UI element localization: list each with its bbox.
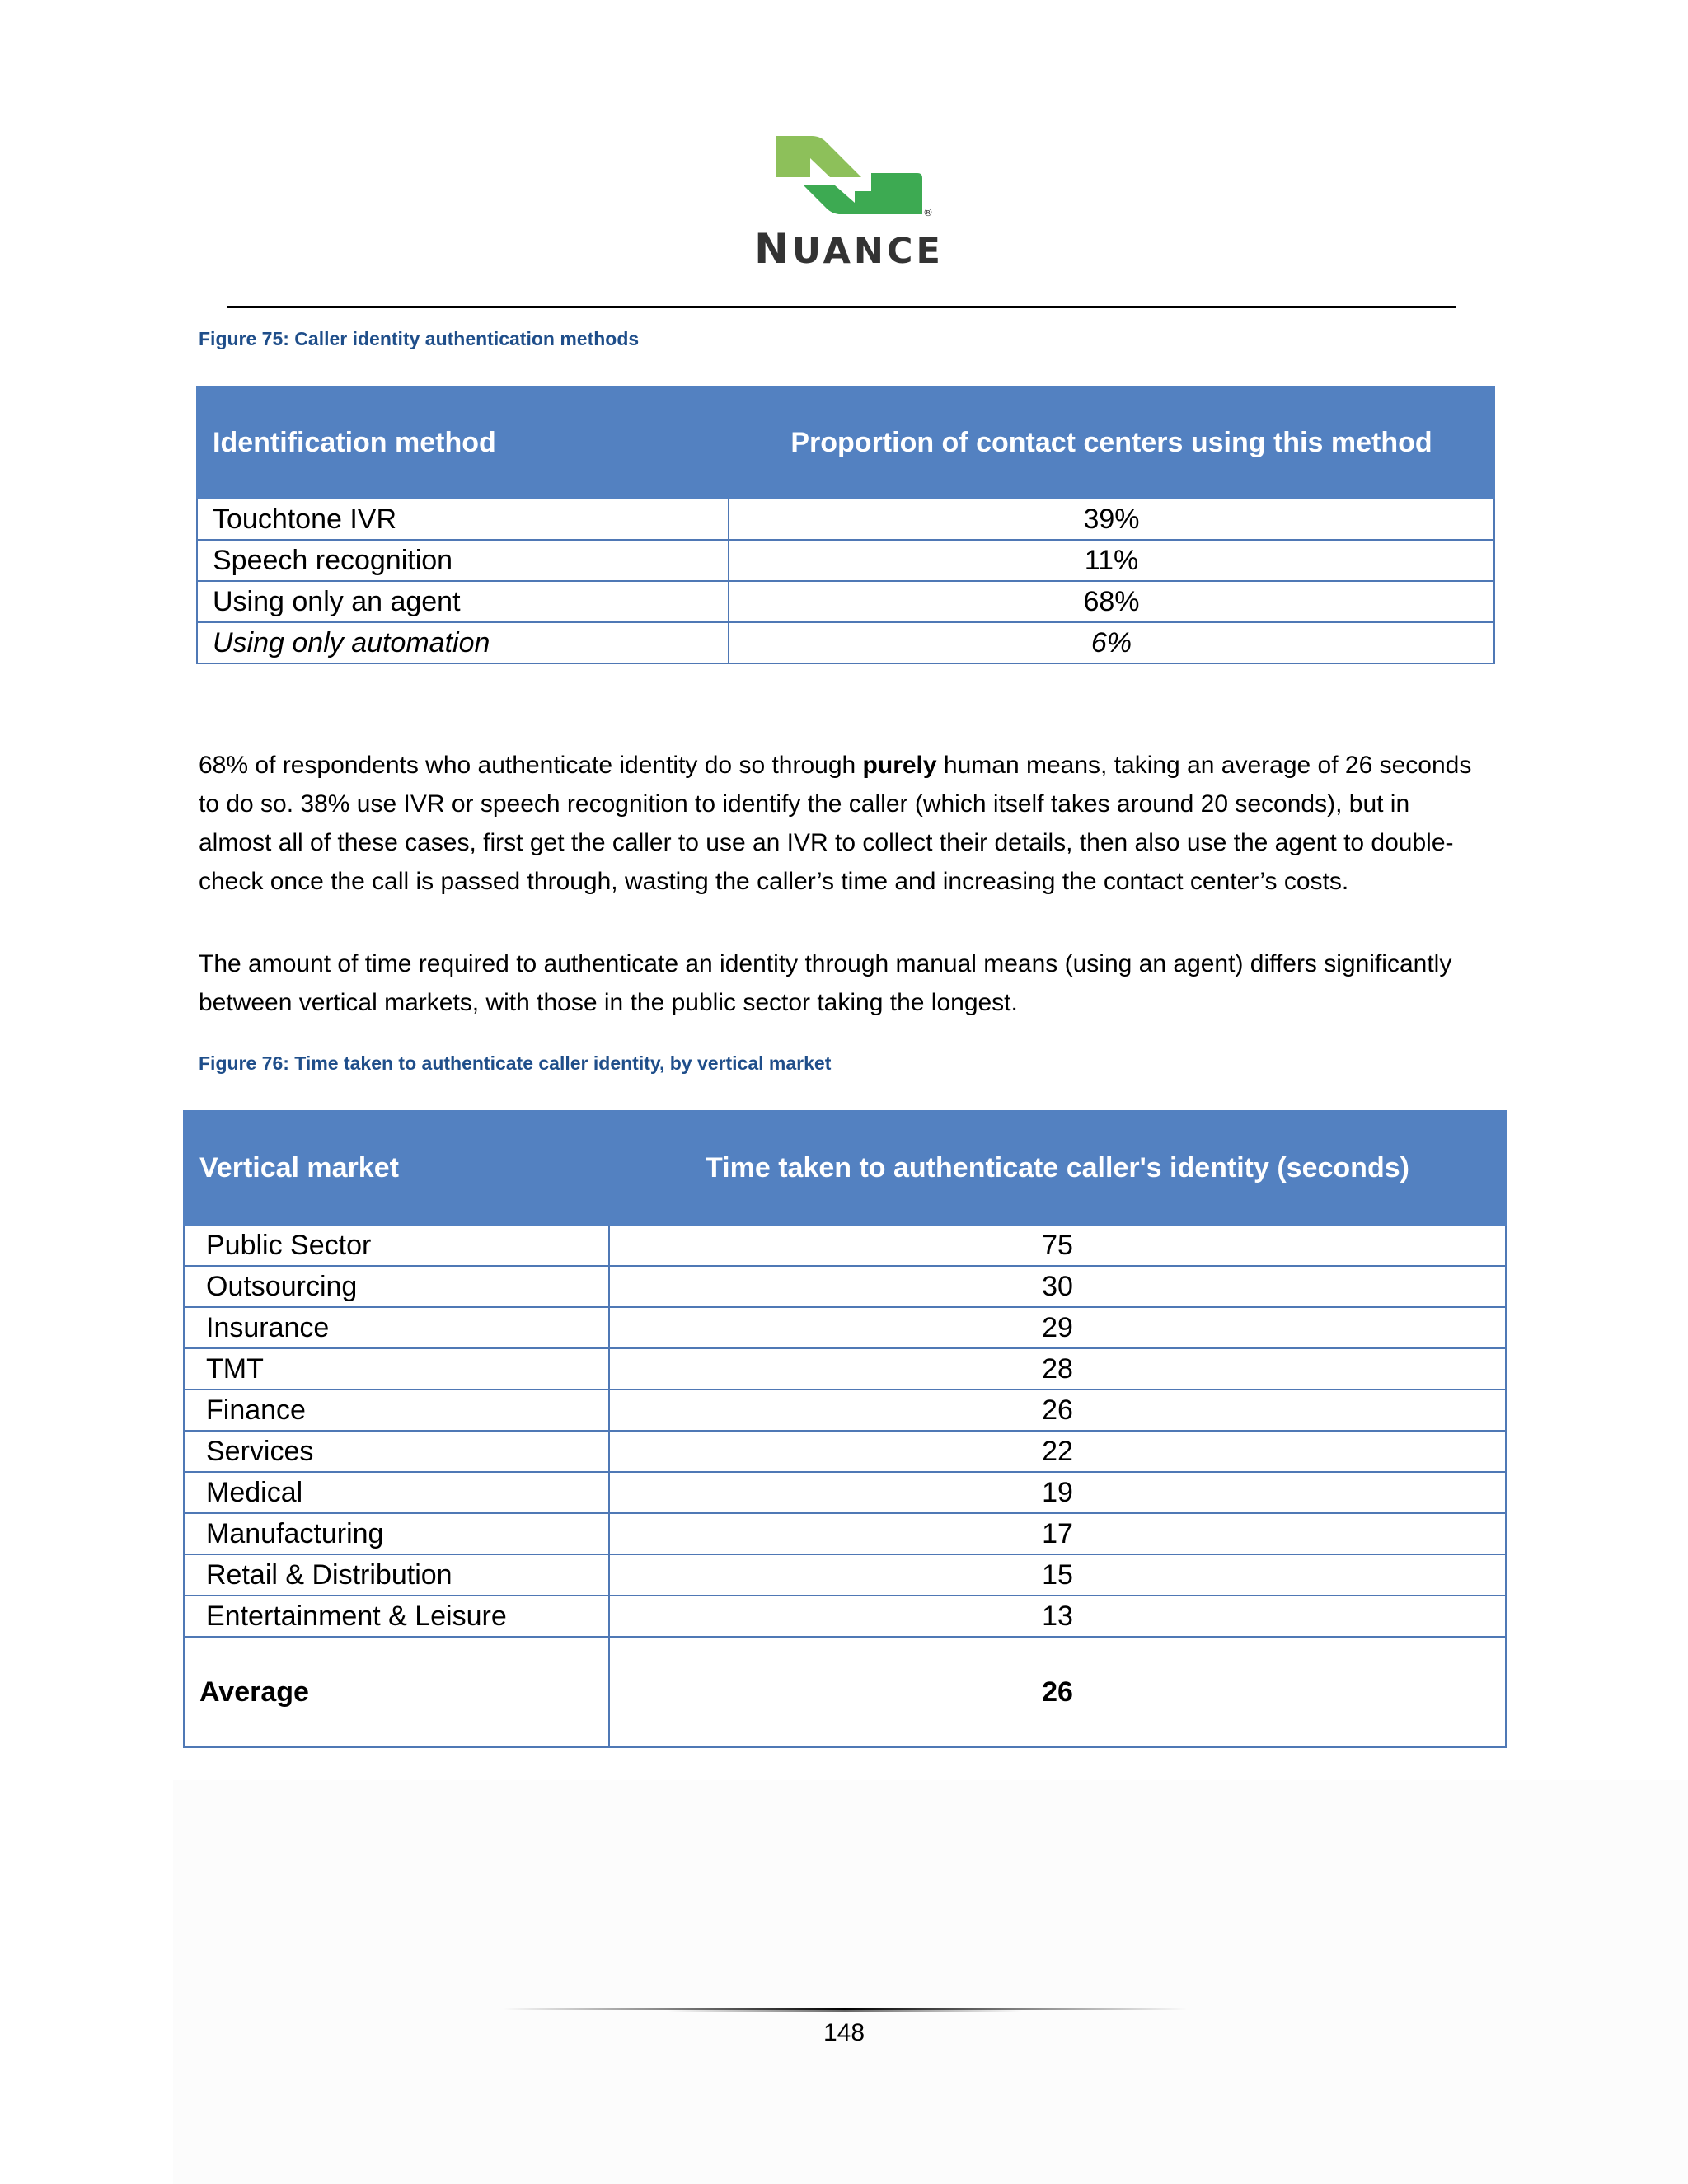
market-cell: Manufacturing [184,1513,609,1554]
market-cell: Retail & Distribution [184,1554,609,1596]
table-row [184,1513,1506,1554]
method-cell: Using only automation [197,622,729,663]
paragraph-text: 68% of respondents who authenticate identity do so through [199,752,863,779]
market-cell: Finance [184,1390,609,1431]
body-paragraph-2: The amount of time required to authenticate an identity through manual means (using an agent) differs significantly between vertical markets, with those in the public sector taking the longest. [199,950,1452,1016]
market-cell: Outsourcing [184,1266,609,1307]
proportion-cell: 68% [729,581,1494,622]
emphasis-purely: purely [862,752,937,779]
time-cell: 22 [609,1431,1506,1472]
proportion-cell: 6% [729,622,1494,663]
figure-75-table [196,386,1495,664]
nuance-logo-mark [738,132,960,227]
figure-76-table [183,1110,1507,1748]
market-cell: Medical [184,1472,609,1513]
market-cell: Insurance [184,1307,609,1348]
method-cell: Using only an agent [197,581,729,622]
method-cell: Touchtone IVR [197,499,729,540]
time-cell: 13 [609,1596,1506,1637]
table-row [184,1266,1506,1307]
market-cell: Entertainment & Leisure [184,1596,609,1637]
column-header-market: Vertical market [184,1111,609,1225]
table-row [184,1307,1506,1348]
table-row [184,1431,1506,1472]
table-row [197,499,1494,540]
time-cell: 19 [609,1472,1506,1513]
footer-rule [503,2008,1187,2012]
market-cell: TMT [184,1348,609,1390]
average-row [184,1637,1506,1747]
proportion-cell: 39% [729,499,1494,540]
page-number: 148 [823,2019,865,2046]
logo-wordmark-text: NUANCE [754,225,944,273]
time-cell: 75 [609,1225,1506,1266]
table-row [184,1390,1506,1431]
table-row [184,1472,1506,1513]
table-header-row [184,1111,1506,1225]
time-cell: 28 [609,1348,1506,1390]
page-shade [173,1780,1688,2184]
table-row [184,1225,1506,1266]
nuance-logo [738,132,960,276]
market-cell: Services [184,1431,609,1472]
column-header-proportion: Proportion of contact centers using this method [729,387,1494,499]
time-cell: 15 [609,1554,1506,1596]
figure-75-caption: Figure 75: Caller identity authentication methods [199,328,640,349]
registered-mark: ® [923,207,933,218]
time-cell: 17 [609,1513,1506,1554]
logo-wordmark [738,224,960,276]
header-rule [227,306,1456,308]
method-cell: Speech recognition [197,540,729,581]
proportion-cell: 11% [729,540,1494,581]
time-cell: 26 [609,1390,1506,1431]
table-row [197,540,1494,581]
time-cell: 29 [609,1307,1506,1348]
table-row [184,1348,1506,1390]
table-row [184,1554,1506,1596]
table-row [197,581,1494,622]
average-value: 26 [609,1637,1506,1747]
column-header-method: Identification method [197,387,729,499]
table-row [197,622,1494,663]
body-paragraph-1 [199,746,1484,901]
table-header-row [197,387,1494,499]
table-row [184,1596,1506,1637]
time-cell: 30 [609,1266,1506,1307]
market-cell: Public Sector [184,1225,609,1266]
average-label: Average [184,1637,609,1747]
column-header-time: Time taken to authenticate caller's identity (seconds) [609,1111,1506,1225]
paragraph-text: human means, taking an average of 26 seconds to do so. 38% use IVR or speech recognition to identify the caller (which itself takes around 20 seconds), but in almost all of these cases, first get the caller to use an IVR to collect their details, then also use the agent to double-check once the call is passed through, wasting the caller’s time and increasing the contact center’s costs. [199,752,1472,895]
figure-76-caption: Figure 76: Time taken to authenticate caller identity, by vertical market [199,1052,832,1074]
